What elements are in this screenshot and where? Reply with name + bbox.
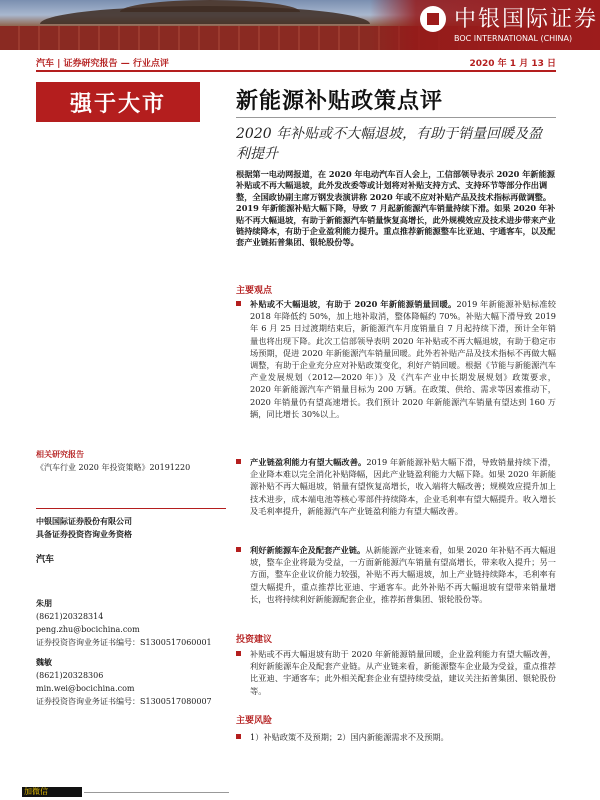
bullet-body: 2019 年新能源补贴大幅下滑，导致销量持续下滑，企业降本难以完全消化补贴降幅，因此产业链盈利能力大幅下降。如果 2020 年新能源补贴不再大幅退坡，销量有望恢复高增长，收入端将大幅改善；规模效应提升加上技术进步，成本端电池等核心零部件持续降本，企业毛利率有望大幅提升。收入增长及毛利率提升，新能源汽车产业链盈利能力有望大幅改善。 [250, 457, 556, 516]
bullet-square-icon [236, 734, 241, 739]
report-title: 新能源补贴政策点评 [236, 88, 444, 114]
report-category: 汽车 | 证券研究报告 — 行业点评 [36, 59, 169, 69]
bullet-square-icon [236, 459, 241, 464]
bullet-square-icon [236, 547, 241, 552]
boc-logo-icon [420, 6, 446, 32]
brand-name-en: BOC INTERNATIONAL (CHINA) [454, 34, 573, 43]
bullet-lead: 利好新能源车企及配套产业链。 [250, 545, 366, 555]
palace-roof-image [40, 6, 370, 24]
bullet-text [250, 544, 556, 605]
analyst-1 [36, 597, 216, 649]
section-risks: 主要风险 [236, 716, 273, 726]
bullet-square-icon [236, 301, 241, 306]
section-key-points: 主要观点 [236, 286, 273, 296]
investment-text: 补贴或不再大幅退坡有助于 2020 年新能源销量回暖，企业盈利能力有望大幅改善，利好新能源车企及配套产业链。从产业链来看，新能源整车企业最为受益，重点推荐比亚迪、宇通客车；此外相关配套企业有望持续受益，建议关注拓普集团、银轮股份等。 [250, 649, 556, 696]
footer-label: 加微信 [24, 787, 48, 796]
related-heading: 相关研究报告 [36, 449, 84, 459]
footer-bar [0, 785, 600, 800]
analyst-name: 魏敏 [36, 657, 52, 667]
bullet-text [250, 298, 556, 420]
brand-name: 中银国际证券 [454, 7, 599, 32]
left-divider [36, 508, 226, 509]
header-rule [36, 70, 556, 72]
bullet-square-icon [236, 651, 241, 656]
report-subtitle: 2020 年补贴或不大幅退坡，有助于销量回暖及盈利提升 [236, 126, 543, 162]
analyst-name: 朱朋 [36, 598, 52, 608]
title-divider [236, 117, 556, 118]
related-item[interactable]: 《汽车行业 2020 年投资策略》20191220 [36, 463, 191, 472]
report-abstract: 根据第一电动网报道，在 2020 年电动汽车百人会上，工信部领导表示 2020 年新能源补贴或不再大幅退坡，此外发改委等或计划将对补贴支持方式、支持环节等部分作出调整，全国政协副主席万钢发表演讲称 2020 年或不应对补贴产品及技术指标再做调整。2019 年新能源补贴大幅下降，导致 7 月起新能源汽车销量持续下滑。如果 2020 年补贴不再大幅退坡，有助于新能源汽车销量恢复高增长，此外规模效应及技术进步带来产业链持续降本，有助于企业盈利能力提升。重点推荐新能源整车比亚迪、宇通客车，以及配套产业链拓普集团、银轮股份等。 [236, 169, 556, 248]
rating-badge: 强于大市 [36, 82, 200, 122]
bullet-point-2 [236, 456, 556, 517]
bullet-point-3 [236, 544, 556, 605]
section-investment: 投资建议 [236, 635, 273, 645]
bullet-point-1 [236, 298, 556, 420]
investment-advice [236, 648, 556, 697]
brand-block [370, 0, 600, 50]
analyst-email[interactable]: min.wei@bocichina.com [36, 684, 135, 693]
bullet-lead: 产业链盈利能力有望大幅改善。 [250, 457, 367, 467]
bullet-text [250, 456, 556, 517]
sector-label: 汽车 [36, 555, 55, 565]
bullet-body: 2019 年新能源补贴标准较 2018 年降低约 50%，加上地补取消，整体降幅约 70%。补贴大幅下滑导致 2019 年 6 月 25 日过渡期结束后，新能源汽车月度销量自 7 月起持续下滑，预计全年销量也将出现下降。此次工信部领导表明 2020 年补贴或不再大幅退坡，有助于稳定市场预期，促进 2020 年新能源汽车销量回暖。此外若补贴产品及技术指标不再做大幅调整，有助于企业充分应对补贴政策变化，利好产销回暖。根据《节能与新能源汽车产业发展规划（2012—2020 年）》及《汽车产业中长期发展规划》政策要求，2020 年新能源汽车产销量目标为 200 万辆。在政策、供给、需求等因素推动下，2020 年销量仍有望高速增长。我们预计 2020 年新能源汽车销量有望达到 160 万辆，同比增长 30%以上。 [250, 299, 556, 419]
bullet-body: 从新能源产业链来看，如果 2020 年补贴不再大幅退坡，整车企业将最为受益，一方面新能源汽车销量有望高增长，带来收入提升；另一方面，整车企业议价能力较强，补贴不再大幅退坡，加上产业链持续降本，毛利率有望大幅提升，重点推荐比亚迪、宇通客车。此外补贴不再大幅退坡有望带来销量增长，也将持续利好新能源配套企业，推荐拓普集团、银轮股份等。 [250, 545, 556, 604]
analyst-email[interactable]: peng.zhu@bocichina.com [36, 625, 140, 634]
firm-info [36, 515, 216, 541]
analyst-phone: (8621)20328306 [36, 671, 104, 680]
related-reports [36, 448, 216, 474]
bullet-lead: 补贴或不大幅退坡，有助于 2020 年新能源销量回暖。 [250, 299, 457, 309]
risks-text: 1）补贴政策不及预期；2）国内新能源需求不及预期。 [250, 732, 449, 742]
footer-line [84, 792, 229, 793]
analyst-cert: 证券投资咨询业务证书编号：S1300517060001 [36, 638, 212, 647]
firm-qualification: 具备证券投资咨询业务资格 [36, 529, 132, 539]
risk-list [236, 731, 556, 743]
report-date: 2020 年 1 月 13 日 [469, 59, 556, 69]
analyst-phone: (8621)20328314 [36, 612, 104, 621]
analyst-2 [36, 656, 216, 708]
firm-name: 中银国际证券股份有限公司 [36, 516, 132, 526]
analyst-cert: 证券投资咨询业务证书编号：S1300517080007 [36, 697, 212, 706]
